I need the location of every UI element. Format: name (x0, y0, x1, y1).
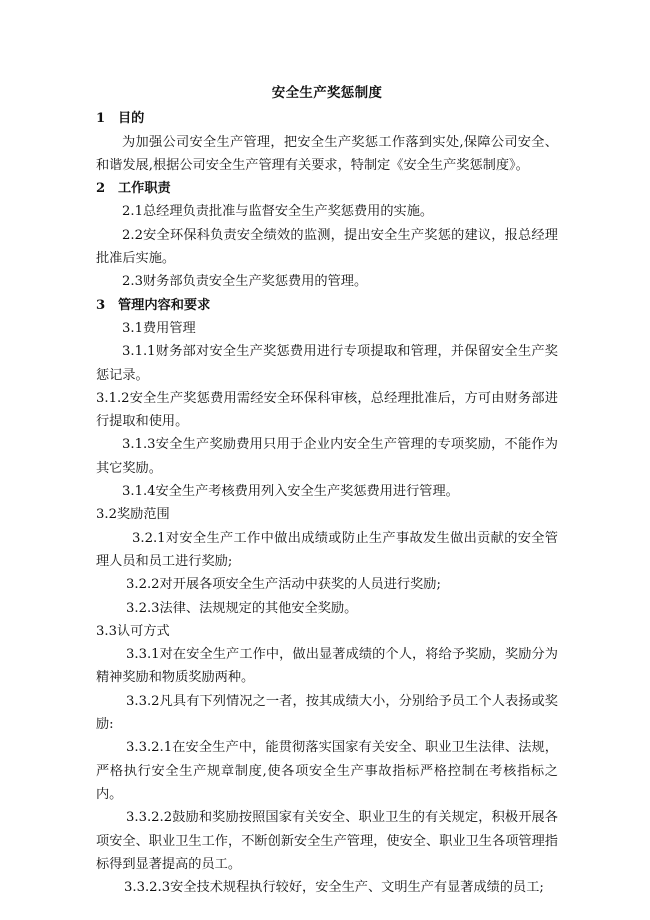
section-1-heading (96, 107, 558, 130)
subheading-3-1: 3.1费用管理 (122, 320, 196, 336)
paragraph-2-2: 2.2安全环保科负责安全绩效的监测，提出安全生产奖惩的建议，报总经理批准后实施。 (96, 227, 558, 267)
paragraph-3-3-2: 3.3.2凡具有下列情况之一者，按其成绩大小，分别给予员工个人表扬或奖励: (96, 693, 558, 733)
subheading-3-3: 3.3认可方式 (96, 623, 170, 639)
paragraph-2-1: 2.1总经理负责批准与监督安全生产奖惩费用的实施。 (122, 204, 434, 220)
paragraph-3-1-2: 3.1.2安全生产奖惩费用需经安全环保科审核，总经理批准后，方可由财务部进行提取和使用。 (96, 390, 558, 430)
paragraph-3-1-3: 3.1.3安全生产奖励费用只用于企业内安全生产管理的专项奖励，不能作为其它奖励。 (96, 437, 558, 476)
paragraph-3-2-2: 3.2.2对开展各项安全生产活动中获奖的人员进行奖励; (126, 577, 441, 593)
section-2-heading (96, 177, 558, 200)
paragraph-2-3: 2.3财务部负责安全生产奖惩费用的管理。 (122, 274, 368, 290)
paragraph-3-3-2-3: 3.3.2.3安全技术规程执行较好，安全生产、文明生产有显著成绩的员工; (124, 880, 544, 896)
section-1-title: 目的 (118, 111, 145, 127)
paragraph-3-3-1: 3.3.1对在安全生产工作中，做出显著成绩的个人，将给予奖励，奖励分为精神奖励和物质奖励两种。 (96, 647, 558, 686)
paragraph-3-3-2-1: 3.3.2.1在安全生产中，能贯彻落实国家有关安全、职业卫生法律、法规，严格执行安全生产规章制度,使各项安全生产事故指标严格控制在考核指标之内。 (96, 740, 558, 802)
paragraph-3-1-4: 3.1.4安全生产考核费用列入安全生产奖惩费用进行管理。 (122, 484, 459, 500)
paragraph-3-3-2-2: 3.3.2.2鼓励和奖励按照国家有关安全、职业卫生的有关规定，积极开展各项安全、职业卫生工作，不断创新安全生产管理，使安全、职业卫生各项管理指标得到显著提高的员工。 (96, 810, 558, 872)
section-2-number: 2 (96, 181, 106, 197)
paragraph-3-1-1: 3.1.1财务部对安全生产奖惩费用进行专项提取和管理，并保留安全生产奖惩记录。 (96, 344, 558, 383)
paragraph-3-2-1: 3.2.1对安全生产工作中做出成绩或防止生产事故发生做出贡献的安全管理人员和员工进行奖励; (96, 530, 558, 569)
section-2-title: 工作职责 (118, 181, 171, 197)
section-1-number: 1 (96, 111, 106, 127)
section-3-heading (96, 294, 558, 317)
paragraph-3-2-3: 3.2.3法律、法规规定的其他安全奖励。 (126, 600, 358, 616)
section-1-paragraph: 为加强公司安全生产管理，把安全生产奖惩工作落到实处,保障公司安全、和谐发展,根据公司安全生产管理有关要求，特制定《安全生产奖惩制度》。 (96, 134, 558, 173)
subheading-3-2: 3.2奖励范围 (96, 507, 170, 523)
section-3-title: 管理内容和要求 (118, 297, 211, 313)
section-3-number: 3 (96, 297, 106, 313)
document-title: 安全生产奖惩制度 (271, 85, 383, 101)
